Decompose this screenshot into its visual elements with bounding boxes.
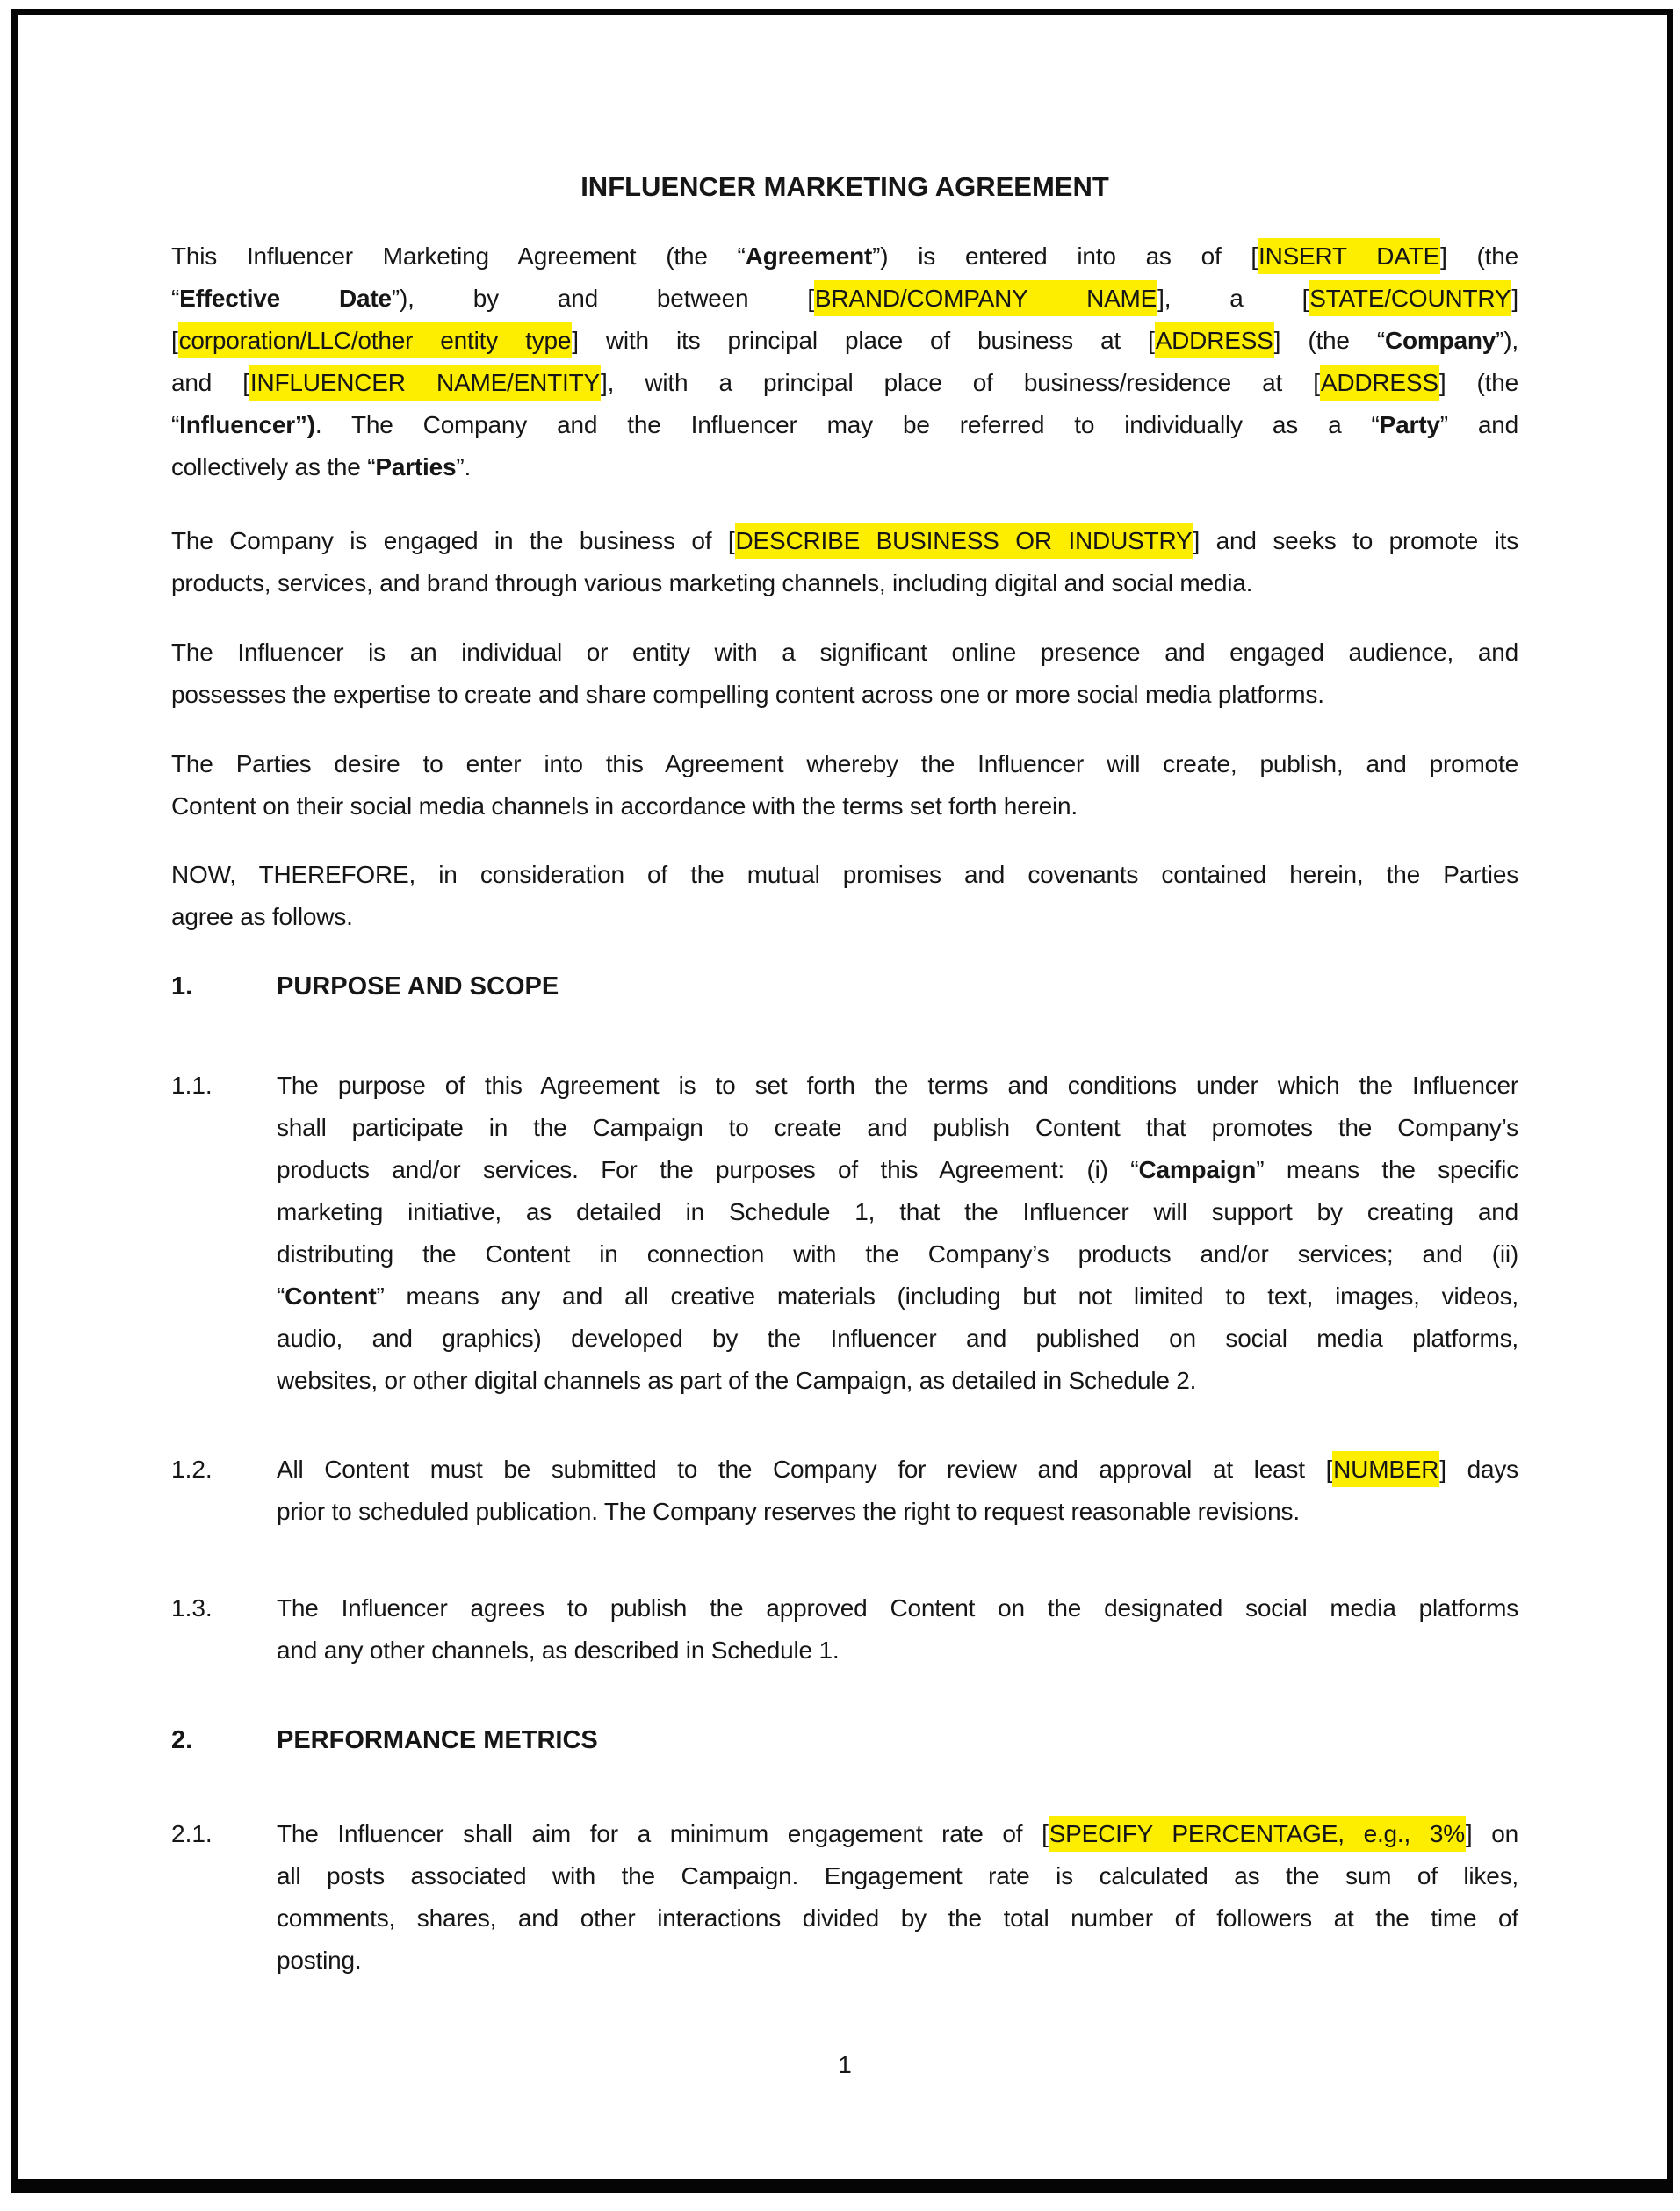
text-line: This Influencer Marketing Agreement (the “Agreement”) is entered into as of [INSERT DATE] (the <box>171 235 1518 278</box>
text-line: The Influencer shall aim for a minimum engagement rate of [SPECIFY PERCENTAGE, e.g., 3%] on <box>277 1813 1518 1855</box>
text-line: “Influencer”). The Company and the Influencer may be referred to individually as a “Party” and <box>171 411 1518 438</box>
text-line: NOW, THEREFORE, in consideration of the mutual promises and covenants contained herein, the Parties <box>171 861 1518 888</box>
text-line: [corporation/LLC/other entity type] with its principal place of business at [ADDRESS] (the “Company”), <box>171 320 1518 362</box>
text-line: possesses the expertise to create and share compelling content across one or more social media platforms. <box>171 681 1324 708</box>
section-number: 2. <box>171 1726 193 1754</box>
clause-1-3 <box>171 1587 1518 1672</box>
text-line: prior to scheduled publication. The Company reserves the right to request reasonable revisions. <box>277 1498 1300 1525</box>
clause-1-1 <box>171 1065 1518 1402</box>
document-title: INFLUENCER MARKETING AGREEMENT <box>580 171 1109 202</box>
document-page <box>18 166 1667 2086</box>
highlighted-placeholder: INFLUENCER NAME/ENTITY <box>249 365 601 401</box>
section-heading-label: PERFORMANCE METRICS <box>277 1726 598 1754</box>
text-line: “Content” means any and all creative materials (including but not limited to text, images, videos, <box>277 1283 1518 1310</box>
text-line: The Influencer is an individual or entity with a significant online presence and engaged audience, and <box>171 639 1518 666</box>
clause-number: 1.2. <box>171 1456 213 1483</box>
text-line: all posts associated with the Campaign. Engagement rate is calculated as the sum of likes, <box>277 1862 1518 1889</box>
clause-text <box>277 1449 1518 1533</box>
clause-number: 1.3. <box>171 1594 213 1622</box>
highlighted-placeholder: INSERT DATE <box>1258 238 1440 274</box>
highlighted-placeholder: ADDRESS <box>1155 322 1274 358</box>
text-line: agree as follows. <box>171 903 353 930</box>
text-line: marketing initiative, as detailed in Schedule 1, that the Influencer will support by creating and <box>277 1198 1518 1225</box>
highlighted-placeholder: BRAND/COMPANY NAME <box>814 280 1157 316</box>
section-number: 1. <box>171 972 193 1001</box>
highlighted-placeholder: SPECIFY PERCENTAGE, e.g., 3% <box>1049 1816 1466 1852</box>
clause-2-1 <box>171 1813 1518 1982</box>
text-line: posting. <box>277 1947 362 1974</box>
section-heading-2 <box>171 1719 1518 1761</box>
text-line: The Influencer agrees to publish the approved Content on the designated social media platforms <box>277 1594 1518 1622</box>
intro-paragraph-4 <box>171 743 1518 827</box>
clause-number: 1.1. <box>171 1072 213 1099</box>
highlighted-placeholder: ADDRESS <box>1320 365 1439 401</box>
text-line: comments, shares, and other interactions divided by the total number of followers at the time of <box>277 1904 1518 1932</box>
page-number: 1 <box>838 2051 852 2078</box>
intro-paragraph-3 <box>171 632 1518 716</box>
intro-paragraph-2 <box>171 520 1518 604</box>
highlighted-placeholder: DESCRIBE BUSINESS OR INDUSTRY <box>735 523 1193 559</box>
section-heading-1 <box>171 965 1518 1008</box>
text-line: products, services, and brand through various marketing channels, including digital and social media. <box>171 569 1253 596</box>
text-line: The Company is engaged in the business of [DESCRIBE BUSINESS OR INDUSTRY] and seeks to promote its <box>171 520 1518 562</box>
text-line: websites, or other digital channels as part of the Campaign, as detailed in Schedule 2. <box>277 1367 1197 1394</box>
clause-1-2 <box>171 1449 1518 1533</box>
text-line: Content on their social media channels in accordance with the terms set forth herein. <box>171 792 1078 820</box>
text-line: distributing the Content in connection with the Company’s products and/or services; and (ii) <box>277 1240 1518 1268</box>
text-line: All Content must be submitted to the Company for review and approval at least [NUMBER] days <box>277 1449 1518 1491</box>
clause-text <box>277 1587 1518 1672</box>
highlighted-placeholder: corporation/LLC/other entity type <box>178 322 573 358</box>
intro-paragraph-1 <box>171 235 1518 488</box>
page-border <box>11 9 1673 2193</box>
clause-text <box>277 1813 1518 1982</box>
clause-number: 2.1. <box>171 1820 213 1847</box>
text-line: audio, and graphics) developed by the Influencer and published on social media platforms, <box>277 1325 1518 1352</box>
text-line: collectively as the “Parties”. <box>171 453 472 480</box>
text-line: shall participate in the Campaign to create and publish Content that promotes the Company’s <box>277 1114 1518 1141</box>
highlighted-placeholder: NUMBER <box>1332 1451 1439 1487</box>
text-line: products and/or services. For the purposes of this Agreement: (i) “Campaign” means the specific <box>277 1156 1518 1183</box>
clause-text <box>277 1065 1518 1402</box>
text-line: The Parties desire to enter into this Agreement whereby the Influencer will create, publish, and promote <box>171 750 1518 777</box>
text-line: The purpose of this Agreement is to set forth the terms and conditions under which the Influencer <box>277 1072 1518 1099</box>
highlighted-placeholder: STATE/COUNTRY <box>1309 280 1511 316</box>
section-heading-label: PURPOSE AND SCOPE <box>277 972 559 1001</box>
text-line: and [INFLUENCER NAME/ENTITY], with a principal place of business/residence at [ADDRESS] (the <box>171 362 1518 404</box>
text-line: “Effective Date”), by and between [BRAND/COMPANY NAME], a [STATE/COUNTRY] <box>171 278 1518 320</box>
text-line: and any other channels, as described in Schedule 1. <box>277 1637 840 1664</box>
intro-paragraph-5 <box>171 854 1518 938</box>
